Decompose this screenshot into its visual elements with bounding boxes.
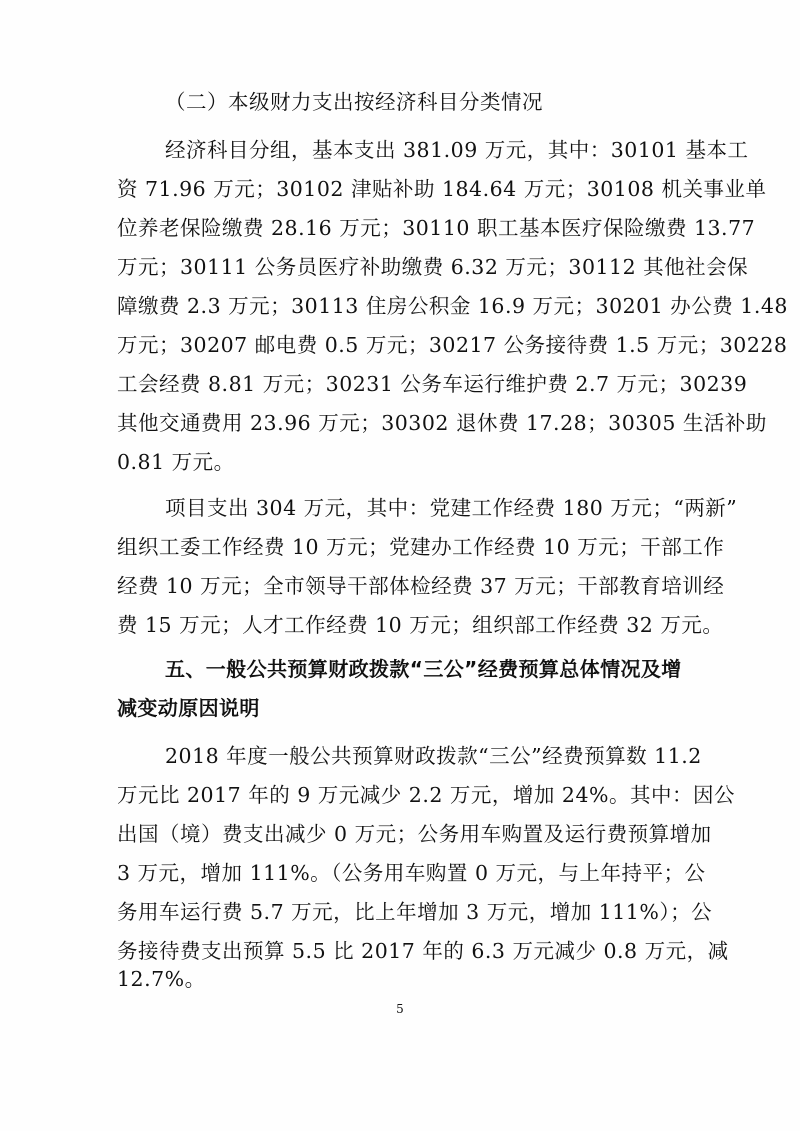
paragraph-line: 务用车运行费 5.7 万元，比上年增加 3 万元，增加 111%）；公 — [117, 900, 713, 924]
paragraph-line: 2018 年度一般公共预算财政拨款“三公”经费预算数 11.2 — [165, 744, 702, 768]
paragraph-line: 万元；30207 邮电费 0.5 万元；30217 公务接待费 1.5 万元；30228 — [117, 333, 788, 357]
paragraph-line: 其他交通费用 23.96 万元；30302 退休费 17.28；30305 生活补助 — [117, 411, 767, 435]
section-heading-expenditure-by-economic-category: （二）本级财力支出按经济科目分类情况 — [165, 90, 543, 114]
paragraph-line: 0.81 万元。 — [117, 450, 235, 474]
paragraph-line: 3 万元，增加 111%。（公务用车购置 0 万元，与上年持平；公 — [117, 861, 706, 885]
paragraph-line: 项目支出 304 万元，其中：党建工作经费 180 万元；“两新” — [165, 496, 738, 520]
paragraph-line: 位养老保险缴费 28.16 万元；30110 职工基本医疗保险缴费 13.77 — [117, 216, 756, 240]
paragraph-line: 经济科目分组，基本支出 381.09 万元，其中：30101 基本工 — [165, 138, 749, 162]
heading-line: 五、一般公共预算财政拨款“三公”经费预算总体情况及增 — [165, 657, 682, 681]
paragraph-line: 障缴费 2.3 万元；30113 住房公积金 16.9 万元；30201 办公费 1.48 — [117, 294, 788, 318]
paragraph-line: 万元比 2017 年的 9 万元减少 2.2 万元，增加 24%。其中：因公 — [117, 783, 735, 807]
paragraph-line: 出国（境）费支出减少 0 万元；公务用车购置及运行费预算增加 — [117, 822, 712, 846]
paragraph-line: 组织工委工作经费 10 万元；党建办工作经费 10 万元；干部工作 — [117, 535, 725, 559]
page-number: 5 — [396, 1002, 404, 1016]
paragraph-line: 经费 10 万元；全市领导干部体检经费 37 万元；干部教育培训经 — [117, 574, 725, 598]
paragraph-line: 工会经费 8.81 万元；30231 公务车运行维护费 2.7 万元；30239 — [117, 372, 748, 396]
paragraph-line: 12.7%。 — [117, 967, 206, 991]
paragraph-line: 费 15 万元；人才工作经费 10 万元；组织部工作经费 32 万元。 — [117, 613, 724, 637]
paragraph-line: 万元；30111 公务员医疗补助缴费 6.32 万元；30112 其他社会保 — [117, 255, 749, 279]
paragraph-line: 务接待费支出预算 5.5 比 2017 年的 6.3 万元减少 0.8 万元，减 — [117, 939, 729, 963]
paragraph-line: 资 71.96 万元；30102 津贴补助 184.64 万元；30108 机关事业单 — [117, 177, 767, 201]
heading-line: 减变动原因说明 — [117, 696, 260, 720]
